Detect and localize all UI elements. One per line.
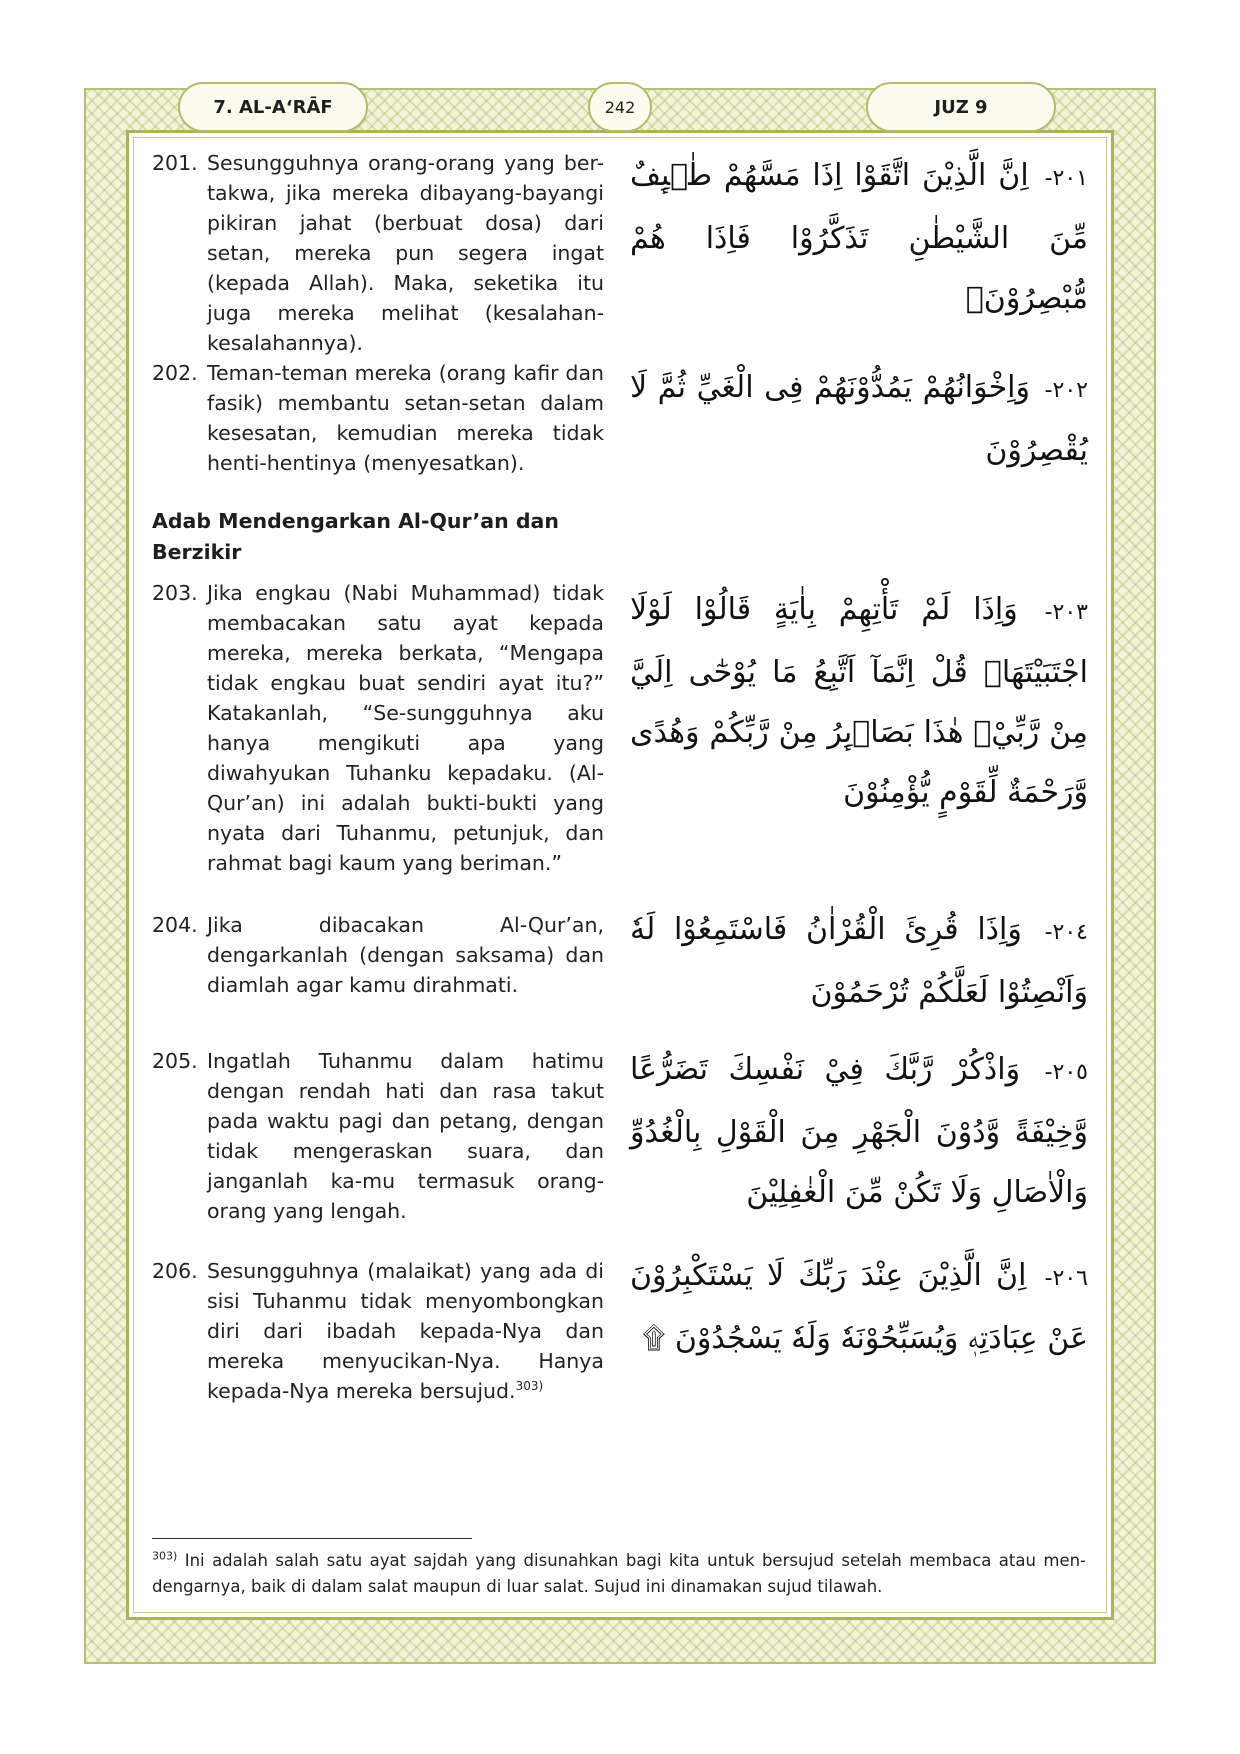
arabic-verse-number: ٢٠٦-: [1044, 1266, 1088, 1291]
section-heading: Adab Mendengarkan Al-Qur’an dan Berzikir: [152, 509, 559, 564]
verse-206-translation: [152, 1256, 604, 1406]
verse-205-translation: [152, 1046, 604, 1226]
verse-202-arabic: [630, 358, 1088, 481]
surah-name: 7. AL-A‘RĀF: [178, 82, 368, 132]
translation-text: Jika dibacakan Al-Qur’an, dengarkanlah (dengan saksama) dan diamlah agar kamu dirahmati.: [207, 913, 604, 997]
verse-number: 201.: [152, 151, 198, 175]
footnote-number: 303): [152, 1549, 178, 1563]
arabic-verse-number: ٢٠١-: [1044, 166, 1088, 191]
verse-203-arabic: [630, 580, 1088, 823]
verse-203-translation: [152, 578, 604, 878]
verse-number: 203.: [152, 581, 198, 605]
page-number: 242: [588, 82, 652, 132]
verse-number: 202.: [152, 361, 198, 385]
verse-201-arabic: [630, 146, 1088, 329]
arabic-text: وَاذْكُرْ رَّبَّكَ فِيْ نَفْسِكَ تَضَرُّعًا وَّخِيْفَةً وَّدُوْنَ الْجَهْرِ مِنَ الْقَوْلِ بِالْغُدُوِّ وَالْاٰصَالِ وَلَا تَكُنْ مِّنَ الْغٰفِلِيْنَ: [630, 1052, 1088, 1210]
verse-201-translation: [152, 148, 604, 358]
arabic-verse-number: ٢٠٤-: [1044, 920, 1088, 945]
translation-text: Teman-teman mereka (orang kafir dan fasik) membantu setan-setan dalam kesesatan, kemudian mereka tidak henti-hentinya (menyesatkan).: [207, 361, 604, 475]
arabic-verse-number: ٢٠٢-: [1044, 378, 1088, 403]
verse-205-arabic: [630, 1040, 1088, 1223]
verse-206-arabic: [630, 1246, 1088, 1369]
translation-text: [207, 1256, 604, 1406]
translation-text: Sesungguhnya orang-orang yang ber-takwa, jika mereka dibayang-bayangi pikiran jahat (berbuat dosa) dari setan, mereka pun segera ingat (kepada Allah). Maka, seketika itu juga mereka melihat (kesalahan-kesalahannya).: [207, 151, 604, 355]
arabic-text: وَاِذَا قُرِئَ الْقُرْاٰنُ فَاسْتَمِعُوْا لَهٗ وَاَنْصِتُوْا لَعَلَّكُمْ تُرْحَمُوْنَ: [630, 912, 1088, 1010]
verse-number: 206.: [152, 1259, 198, 1283]
arabic-verse-number: ٢٠٣-: [1044, 600, 1088, 625]
translation-text: Ingatlah Tuhanmu dalam hatimu dengan rendah hati dan rasa takut pada waktu pagi dan petang, dengan tidak mengeraskan suara, dan janganlah ka-mu termasuk orang-orang yang lengah.: [207, 1049, 604, 1223]
arabic-text: وَاِخْوَانُهُمْ يَمُدُّوْنَهُمْ فِى الْغَيِّ ثُمَّ لَا يُقْصِرُوْنَ: [630, 370, 1088, 468]
footnote: [152, 1548, 1086, 1600]
footnote-divider: [152, 1538, 472, 1539]
verse-204-translation: [152, 910, 604, 1000]
verse-number: 204.: [152, 913, 198, 937]
arabic-text: اِنَّ الَّذِيْنَ عِنْدَ رَبِّكَ لَا يَسْتَكْبِرُوْنَ عَنْ عِبَادَتِهٖ وَيُسَبِّحُوْنَهٗ وَلَهٗ يَسْجُدُوْنَ ۩: [630, 1258, 1088, 1356]
arabic-text: اِنَّ الَّذِيْنَ اتَّقَوْا اِذَا مَسَّهُمْ طٰۤىِٕفٌ مِّنَ الشَّيْطٰنِ تَذَكَّرُوْا فَاِذَا هُمْ مُّبْصِرُوْنَۚ: [630, 158, 1088, 316]
arabic-verse-number: ٢٠٥-: [1044, 1060, 1088, 1085]
footnote-ref[interactable]: 303): [515, 1379, 544, 1394]
footnote-text: Ini adalah salah satu ayat sajdah yang disunahkan bagi kita untuk bersujud setelah membaca atau men-dengarnya, baik di dalam salat maupun di luar salat. Sujud ini dinamakan sujud tilawah.: [152, 1551, 1087, 1596]
verse-202-translation: [152, 358, 604, 478]
verse-number: 205.: [152, 1049, 198, 1073]
translation-text: Jika engkau (Nabi Muhammad) tidak membacakan satu ayat kepada mereka, mereka berkata, “Mengapa tidak engkau buat sendiri ayat itu?” Katakanlah, “Se-sungguhnya aku hanya mengikuti apa yang diwahyukan Tuhanku kepadaku. (Al-Qur’an) ini adalah bukti-bukti yang nyata dari Tuhanmu, petunjuk, dan rahmat bagi kaum yang beriman.”: [207, 581, 604, 875]
arabic-text: وَاِذَا لَمْ تَأْتِهِمْ بِاٰيَةٍ قَالُوْا لَوْلَا اجْتَبَيْتَهَاۗ قُلْ اِنَّمَآ اَتَّبِعُ مَا يُوْحٰٓى اِلَيَّ مِنْ رَّبِّيْۗ هٰذَا بَصَاۤىِٕرُ مِنْ رَّبِّكُمْ وَهُدًى وَّرَحْمَةٌ لِّقَوْمٍ يُّؤْمِنُوْنَ: [630, 592, 1088, 810]
juz-label: JUZ 9: [866, 82, 1056, 132]
translation-body: Sesungguhnya (malaikat) yang ada di sisi Tuhanmu tidak menyombongkan diri dari ibadah kepada-Nya dan mereka menyucikan-Nya. Hanya kepada-Nya mereka bersujud.: [207, 1259, 604, 1403]
verse-204-arabic: [630, 900, 1088, 1023]
